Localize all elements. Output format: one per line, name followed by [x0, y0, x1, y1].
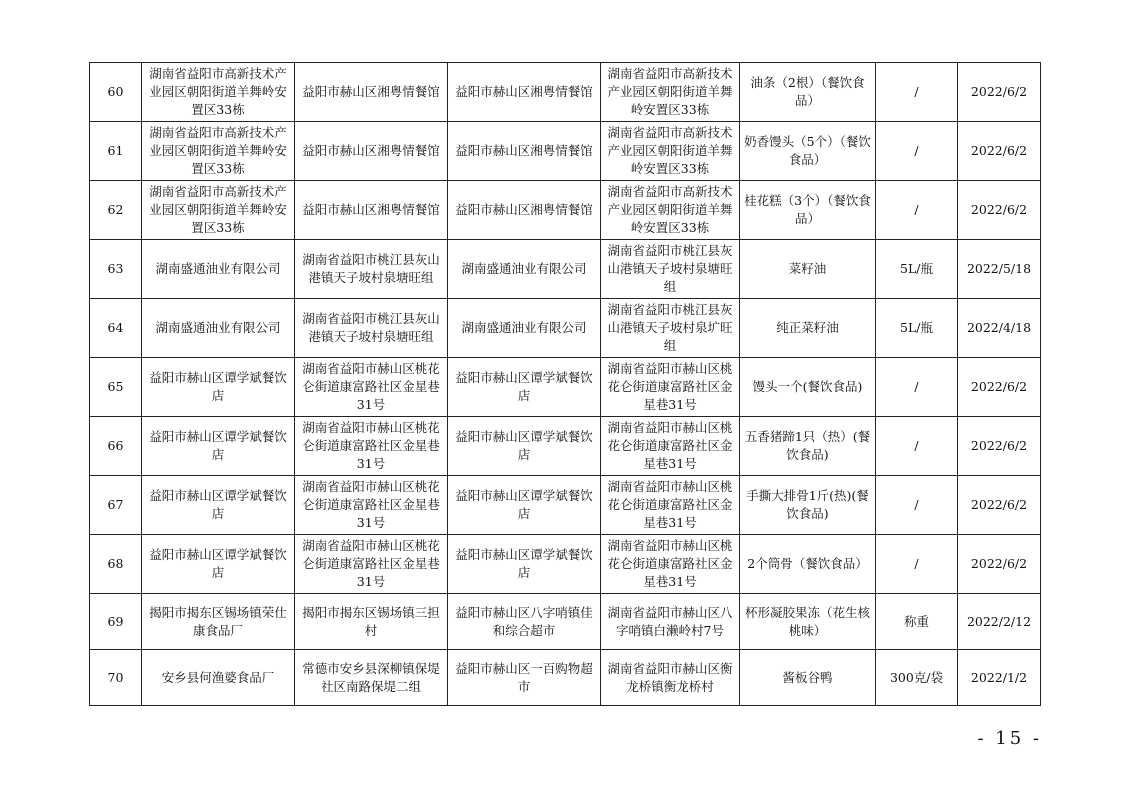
cell-producer-addr: 湖南省益阳市桃江县灰山港镇天子坡村泉塘旺组	[295, 240, 448, 299]
cell-date: 2022/6/2	[958, 63, 1041, 122]
cell-producer-addr: 常德市安乡县深柳镇保堤社区南路保堤二组	[295, 650, 448, 706]
cell-producer: 益阳市赫山区谭学斌餐饮店	[142, 358, 295, 417]
cell-seller-addr: 湖南省益阳市高新技术产业园区朝阳街道羊舞岭安置区33栋	[601, 63, 740, 122]
table-row	[90, 535, 1041, 594]
cell-spec: 300克/袋	[876, 650, 958, 706]
cell-producer: 益阳市赫山区谭学斌餐饮店	[142, 535, 295, 594]
cell-seller: 益阳市赫山区谭学斌餐饮店	[448, 535, 601, 594]
cell-product: 纯正菜籽油	[740, 299, 876, 358]
cell-spec: /	[876, 122, 958, 181]
cell-producer-addr: 湖南省益阳市桃江县灰山港镇天子坡村泉塘旺组	[295, 299, 448, 358]
cell-product: 菜籽油	[740, 240, 876, 299]
table-row	[90, 63, 1041, 122]
cell-date: 2022/5/18	[958, 240, 1041, 299]
cell-no: 70	[90, 650, 142, 706]
cell-date: 2022/6/2	[958, 358, 1041, 417]
cell-producer: 湖南省益阳市高新技术产业园区朝阳街道羊舞岭安置区33栋	[142, 63, 295, 122]
cell-seller-addr: 湖南省益阳市赫山区桃花仑街道康富路社区金星巷31号	[601, 358, 740, 417]
cell-no: 67	[90, 476, 142, 535]
sampling-results-table	[89, 62, 1041, 706]
cell-producer: 湖南省益阳市高新技术产业园区朝阳街道羊舞岭安置区33栋	[142, 181, 295, 240]
cell-seller: 益阳市赫山区湘粤情餐馆	[448, 181, 601, 240]
cell-product: 桂花糕（3个）（餐饮食品）	[740, 181, 876, 240]
cell-no: 63	[90, 240, 142, 299]
cell-spec: /	[876, 417, 958, 476]
cell-date: 2022/6/2	[958, 476, 1041, 535]
cell-seller: 益阳市赫山区湘粤情餐馆	[448, 63, 601, 122]
cell-producer-addr: 揭阳市揭东区锡场镇三担村	[295, 594, 448, 650]
cell-date: 2022/6/2	[958, 535, 1041, 594]
cell-seller: 益阳市赫山区谭学斌餐饮店	[448, 358, 601, 417]
cell-producer: 益阳市赫山区谭学斌餐饮店	[142, 476, 295, 535]
cell-seller: 益阳市赫山区湘粤情餐馆	[448, 122, 601, 181]
cell-spec: 5L/瓶	[876, 240, 958, 299]
cell-producer-addr: 湖南省益阳市赫山区桃花仑街道康富路社区金星巷31号	[295, 417, 448, 476]
table-row	[90, 650, 1041, 706]
cell-seller-addr: 湖南省益阳市赫山区衡龙桥镇衡龙桥村	[601, 650, 740, 706]
cell-no: 61	[90, 122, 142, 181]
cell-date: 2022/6/2	[958, 417, 1041, 476]
cell-seller: 湖南盛通油业有限公司	[448, 299, 601, 358]
cell-no: 65	[90, 358, 142, 417]
cell-date: 2022/6/2	[958, 181, 1041, 240]
cell-product: 2个筒骨（餐饮食品）	[740, 535, 876, 594]
cell-producer-addr: 益阳市赫山区湘粤情餐馆	[295, 122, 448, 181]
table-body	[90, 63, 1041, 706]
cell-spec: /	[876, 63, 958, 122]
table-row	[90, 594, 1041, 650]
cell-date: 2022/6/2	[958, 122, 1041, 181]
cell-producer: 湖南盛通油业有限公司	[142, 240, 295, 299]
cell-spec: /	[876, 181, 958, 240]
cell-spec: 称重	[876, 594, 958, 650]
cell-producer: 揭阳市揭东区锡场镇荣仕康食品厂	[142, 594, 295, 650]
cell-producer-addr: 益阳市赫山区湘粤情餐馆	[295, 63, 448, 122]
cell-seller-addr: 湖南省益阳市赫山区桃花仑街道康富路社区金星巷31号	[601, 476, 740, 535]
cell-producer: 湖南盛通油业有限公司	[142, 299, 295, 358]
cell-product: 酱板谷鸭	[740, 650, 876, 706]
cell-date: 2022/2/12	[958, 594, 1041, 650]
cell-seller: 益阳市赫山区谭学斌餐饮店	[448, 417, 601, 476]
cell-product: 奶香馒头（5个）（餐饮食品）	[740, 122, 876, 181]
cell-seller-addr: 湖南省益阳市赫山区桃花仑街道康富路社区金星巷31号	[601, 417, 740, 476]
cell-spec: /	[876, 535, 958, 594]
cell-product: 杯形凝胶果冻（花生核桃味）	[740, 594, 876, 650]
cell-producer-addr: 湖南省益阳市赫山区桃花仑街道康富路社区金星巷31号	[295, 358, 448, 417]
cell-date: 2022/4/18	[958, 299, 1041, 358]
cell-producer: 益阳市赫山区谭学斌餐饮店	[142, 417, 295, 476]
cell-product: 手撕大排骨1斤(热)(餐饮食品)	[740, 476, 876, 535]
cell-producer: 安乡县何渔婆食品厂	[142, 650, 295, 706]
cell-no: 68	[90, 535, 142, 594]
table-row	[90, 476, 1041, 535]
cell-no: 66	[90, 417, 142, 476]
cell-no: 69	[90, 594, 142, 650]
cell-no: 64	[90, 299, 142, 358]
cell-no: 60	[90, 63, 142, 122]
table-row	[90, 358, 1041, 417]
cell-product: 五香猪蹄1只（热）(餐饮食品)	[740, 417, 876, 476]
cell-seller: 益阳市赫山区八字哨镇佳和综合超市	[448, 594, 601, 650]
cell-spec: /	[876, 358, 958, 417]
cell-seller: 益阳市赫山区一百购物超市	[448, 650, 601, 706]
page-number: - 15 -	[977, 728, 1042, 749]
cell-seller-addr: 湖南省益阳市桃江县灰山港镇天子坡村泉塘旺组	[601, 240, 740, 299]
cell-producer-addr: 湖南省益阳市赫山区桃花仑街道康富路社区金星巷31号	[295, 476, 448, 535]
cell-producer-addr: 益阳市赫山区湘粤情餐馆	[295, 181, 448, 240]
table-row	[90, 122, 1041, 181]
cell-seller-addr: 湖南省益阳市赫山区八字哨镇白濑岭村7号	[601, 594, 740, 650]
cell-seller-addr: 湖南省益阳市赫山区桃花仑街道康富路社区金星巷31号	[601, 535, 740, 594]
table-row	[90, 240, 1041, 299]
table-row	[90, 417, 1041, 476]
cell-product: 馒头一个(餐饮食品)	[740, 358, 876, 417]
cell-seller: 益阳市赫山区谭学斌餐饮店	[448, 476, 601, 535]
cell-producer-addr: 湖南省益阳市赫山区桃花仑街道康富路社区金星巷31号	[295, 535, 448, 594]
cell-producer: 湖南省益阳市高新技术产业园区朝阳街道羊舞岭安置区33栋	[142, 122, 295, 181]
cell-no: 62	[90, 181, 142, 240]
cell-seller-addr: 湖南省益阳市高新技术产业园区朝阳街道羊舞岭安置区33栋	[601, 181, 740, 240]
table-row	[90, 181, 1041, 240]
cell-seller: 湖南盛通油业有限公司	[448, 240, 601, 299]
table-row	[90, 299, 1041, 358]
cell-date: 2022/1/2	[958, 650, 1041, 706]
cell-spec: 5L/瓶	[876, 299, 958, 358]
cell-spec: /	[876, 476, 958, 535]
cell-product: 油条（2根）（餐饮食品）	[740, 63, 876, 122]
cell-seller-addr: 湖南省益阳市高新技术产业园区朝阳街道羊舞岭安置区33栋	[601, 122, 740, 181]
cell-seller-addr: 湖南省益阳市桃江县灰山港镇天子坡村泉圹旺组	[601, 299, 740, 358]
